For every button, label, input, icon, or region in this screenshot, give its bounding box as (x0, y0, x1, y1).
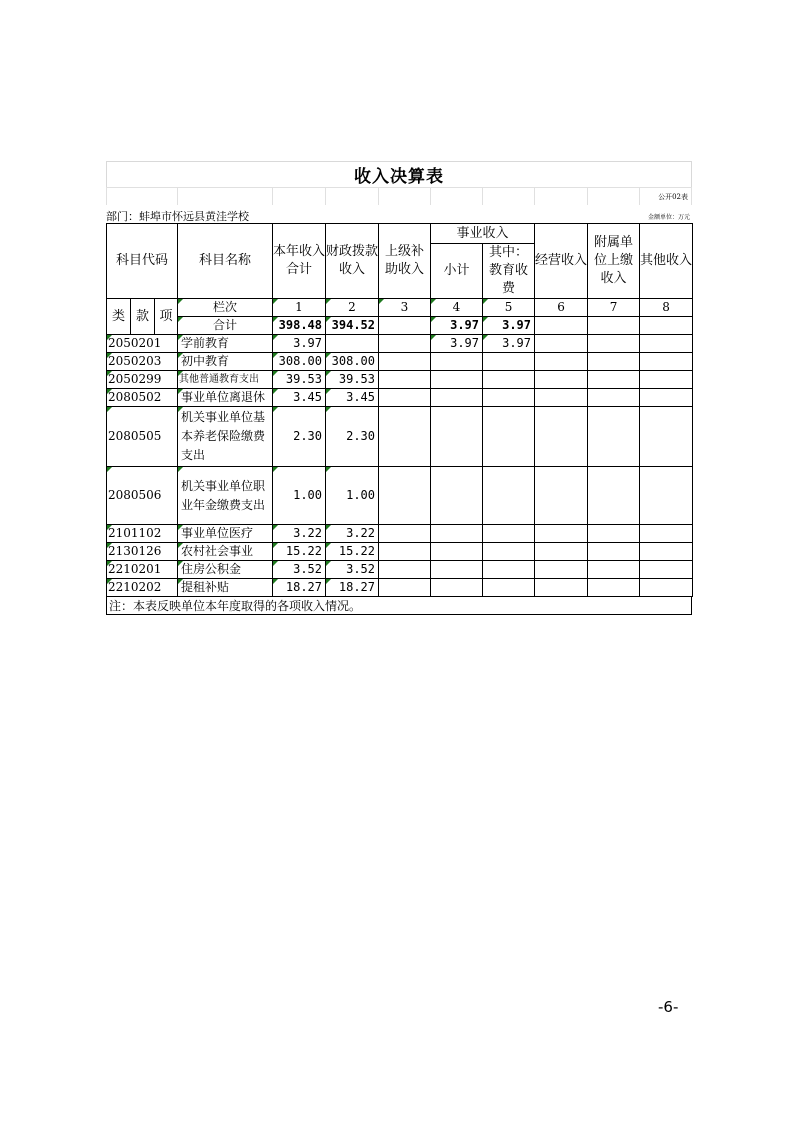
row-edu-fee (483, 467, 535, 525)
sum-subtotal: 3.97 (431, 317, 483, 335)
row-affiliated (588, 407, 640, 467)
table-row (107, 525, 693, 543)
row-fiscal: 15.22 (326, 543, 379, 561)
row-operating (535, 543, 588, 561)
col-num-3: 3 (379, 299, 431, 317)
table-row (107, 407, 693, 467)
row-affiliated (588, 467, 640, 525)
row-superior (379, 525, 431, 543)
header-business-group: 事业收入 (431, 224, 535, 244)
row-edu-fee (483, 525, 535, 543)
table-row (107, 467, 693, 525)
row-other (640, 579, 693, 597)
row-total: 3.97 (273, 335, 326, 353)
header-other: 其他收入 (640, 224, 693, 299)
row-total: 2.30 (273, 407, 326, 467)
header-lei: 类 (107, 299, 131, 335)
row-code: 2050203 (107, 353, 178, 371)
header-operating: 经营收入 (535, 224, 588, 299)
row-operating (535, 525, 588, 543)
row-edu-fee: 3.97 (483, 335, 535, 353)
form-number: 公开02表 (658, 193, 688, 201)
col-num-1: 1 (273, 299, 326, 317)
row-affiliated (588, 579, 640, 597)
row-operating (535, 353, 588, 371)
table-row (107, 543, 693, 561)
sum-affiliated (588, 317, 640, 335)
row-code: 2210202 (107, 579, 178, 597)
income-table (106, 223, 693, 597)
row-superior (379, 353, 431, 371)
row-name: 住房公积金 (178, 561, 273, 579)
col-num-7: 7 (588, 299, 640, 317)
col-num-2: 2 (326, 299, 379, 317)
row-subtotal (431, 371, 483, 389)
row-total: 3.52 (273, 561, 326, 579)
row-total: 18.27 (273, 579, 326, 597)
col-num-5: 5 (483, 299, 535, 317)
sum-label: 合计 (178, 317, 273, 335)
row-edu-fee (483, 371, 535, 389)
sum-superior (379, 317, 431, 335)
info-row (106, 205, 692, 223)
sum-operating (535, 317, 588, 335)
row-operating (535, 579, 588, 597)
row-subtotal (431, 579, 483, 597)
row-other (640, 371, 693, 389)
sum-edu-fee: 3.97 (483, 317, 535, 335)
row-superior (379, 389, 431, 407)
department-label: 部门：蚌埠市怀远县黄洼学校 (106, 210, 249, 223)
row-total: 3.22 (273, 525, 326, 543)
income-statement-sheet (106, 161, 692, 615)
row-total: 3.45 (273, 389, 326, 407)
row-subtotal (431, 561, 483, 579)
row-subtotal (431, 467, 483, 525)
row-code: 2210201 (107, 561, 178, 579)
row-edu-fee (483, 353, 535, 371)
row-fiscal: 2.30 (326, 407, 379, 467)
row-subtotal (431, 525, 483, 543)
sum-total: 398.48 (273, 317, 326, 335)
row-edu-fee (483, 543, 535, 561)
row-affiliated (588, 335, 640, 353)
amount-unit: 金额单位：万元 (647, 214, 690, 221)
table-row (107, 335, 693, 353)
row-subtotal (431, 353, 483, 371)
col-num-6: 6 (535, 299, 588, 317)
row-superior (379, 543, 431, 561)
row-edu-fee (483, 561, 535, 579)
row-superior (379, 561, 431, 579)
row-name: 机关事业单位基本养老保险缴费支出 (178, 407, 273, 467)
row-other (640, 389, 693, 407)
header-superior: 上级补助收入 (379, 224, 431, 299)
row-name: 其他普通教育支出 (178, 371, 273, 389)
row-code: 2080506 (107, 467, 178, 525)
row-fiscal: 39.53 (326, 371, 379, 389)
row-code: 2080505 (107, 407, 178, 467)
form-number-row (106, 187, 692, 205)
col-num-8: 8 (640, 299, 693, 317)
table-row (107, 353, 693, 371)
row-code: 2050201 (107, 335, 178, 353)
row-fiscal: 3.45 (326, 389, 379, 407)
row-other (640, 353, 693, 371)
row-fiscal: 3.52 (326, 561, 379, 579)
row-code: 2101102 (107, 525, 178, 543)
row-other (640, 543, 693, 561)
table-row (107, 579, 693, 597)
page-number: -6- (658, 998, 679, 1016)
table-title: 收入决算表 (106, 161, 692, 187)
table-row (107, 389, 693, 407)
header-xiang: 项 (155, 299, 178, 335)
row-edu-fee (483, 407, 535, 467)
row-subtotal (431, 407, 483, 467)
header-subtotal: 小计 (431, 244, 483, 299)
header-affiliated: 附属单位上缴收入 (588, 224, 640, 299)
row-subtotal (431, 389, 483, 407)
row-fiscal: 308.00 (326, 353, 379, 371)
row-affiliated (588, 389, 640, 407)
table-row (107, 371, 693, 389)
row-name: 农村社会事业 (178, 543, 273, 561)
row-other (640, 561, 693, 579)
row-fiscal (326, 335, 379, 353)
row-total: 39.53 (273, 371, 326, 389)
row-code: 2080502 (107, 389, 178, 407)
row-affiliated (588, 543, 640, 561)
row-total: 1.00 (273, 467, 326, 525)
row-name: 初中教育 (178, 353, 273, 371)
row-name: 机关事业单位职业年金缴费支出 (178, 467, 273, 525)
row-other (640, 525, 693, 543)
row-edu-fee (483, 579, 535, 597)
row-superior (379, 579, 431, 597)
row-affiliated (588, 353, 640, 371)
row-superior (379, 467, 431, 525)
row-operating (535, 467, 588, 525)
col-num-4: 4 (431, 299, 483, 317)
row-name: 事业单位离退休 (178, 389, 273, 407)
header-code: 科目代码 (107, 224, 178, 299)
row-superior (379, 335, 431, 353)
row-name: 提租补贴 (178, 579, 273, 597)
column-label: 栏次 (178, 299, 273, 317)
row-code: 2130126 (107, 543, 178, 561)
row-superior (379, 407, 431, 467)
row-operating (535, 561, 588, 579)
row-affiliated (588, 525, 640, 543)
row-name: 学前教育 (178, 335, 273, 353)
row-operating (535, 407, 588, 467)
table-row (107, 561, 693, 579)
row-subtotal (431, 543, 483, 561)
header-fiscal: 财政拨款收入 (326, 224, 379, 299)
header-total: 本年收入合计 (273, 224, 326, 299)
row-other (640, 407, 693, 467)
row-operating (535, 335, 588, 353)
table-note: 注：本表反映单位本年度取得的各项收入情况。 (106, 597, 692, 615)
header-edu-fee: 其中：教育收费 (483, 244, 535, 299)
sum-other (640, 317, 693, 335)
header-name: 科目名称 (178, 224, 273, 299)
row-fiscal: 1.00 (326, 467, 379, 525)
row-subtotal: 3.97 (431, 335, 483, 353)
row-name: 事业单位医疗 (178, 525, 273, 543)
row-fiscal: 3.22 (326, 525, 379, 543)
row-other (640, 335, 693, 353)
row-superior (379, 371, 431, 389)
row-edu-fee (483, 389, 535, 407)
row-code: 2050299 (107, 371, 178, 389)
row-operating (535, 389, 588, 407)
row-affiliated (588, 561, 640, 579)
row-other (640, 467, 693, 525)
row-operating (535, 371, 588, 389)
row-affiliated (588, 371, 640, 389)
header-kuan: 款 (131, 299, 155, 335)
sum-fiscal: 394.52 (326, 317, 379, 335)
row-total: 308.00 (273, 353, 326, 371)
row-total: 15.22 (273, 543, 326, 561)
row-fiscal: 18.27 (326, 579, 379, 597)
